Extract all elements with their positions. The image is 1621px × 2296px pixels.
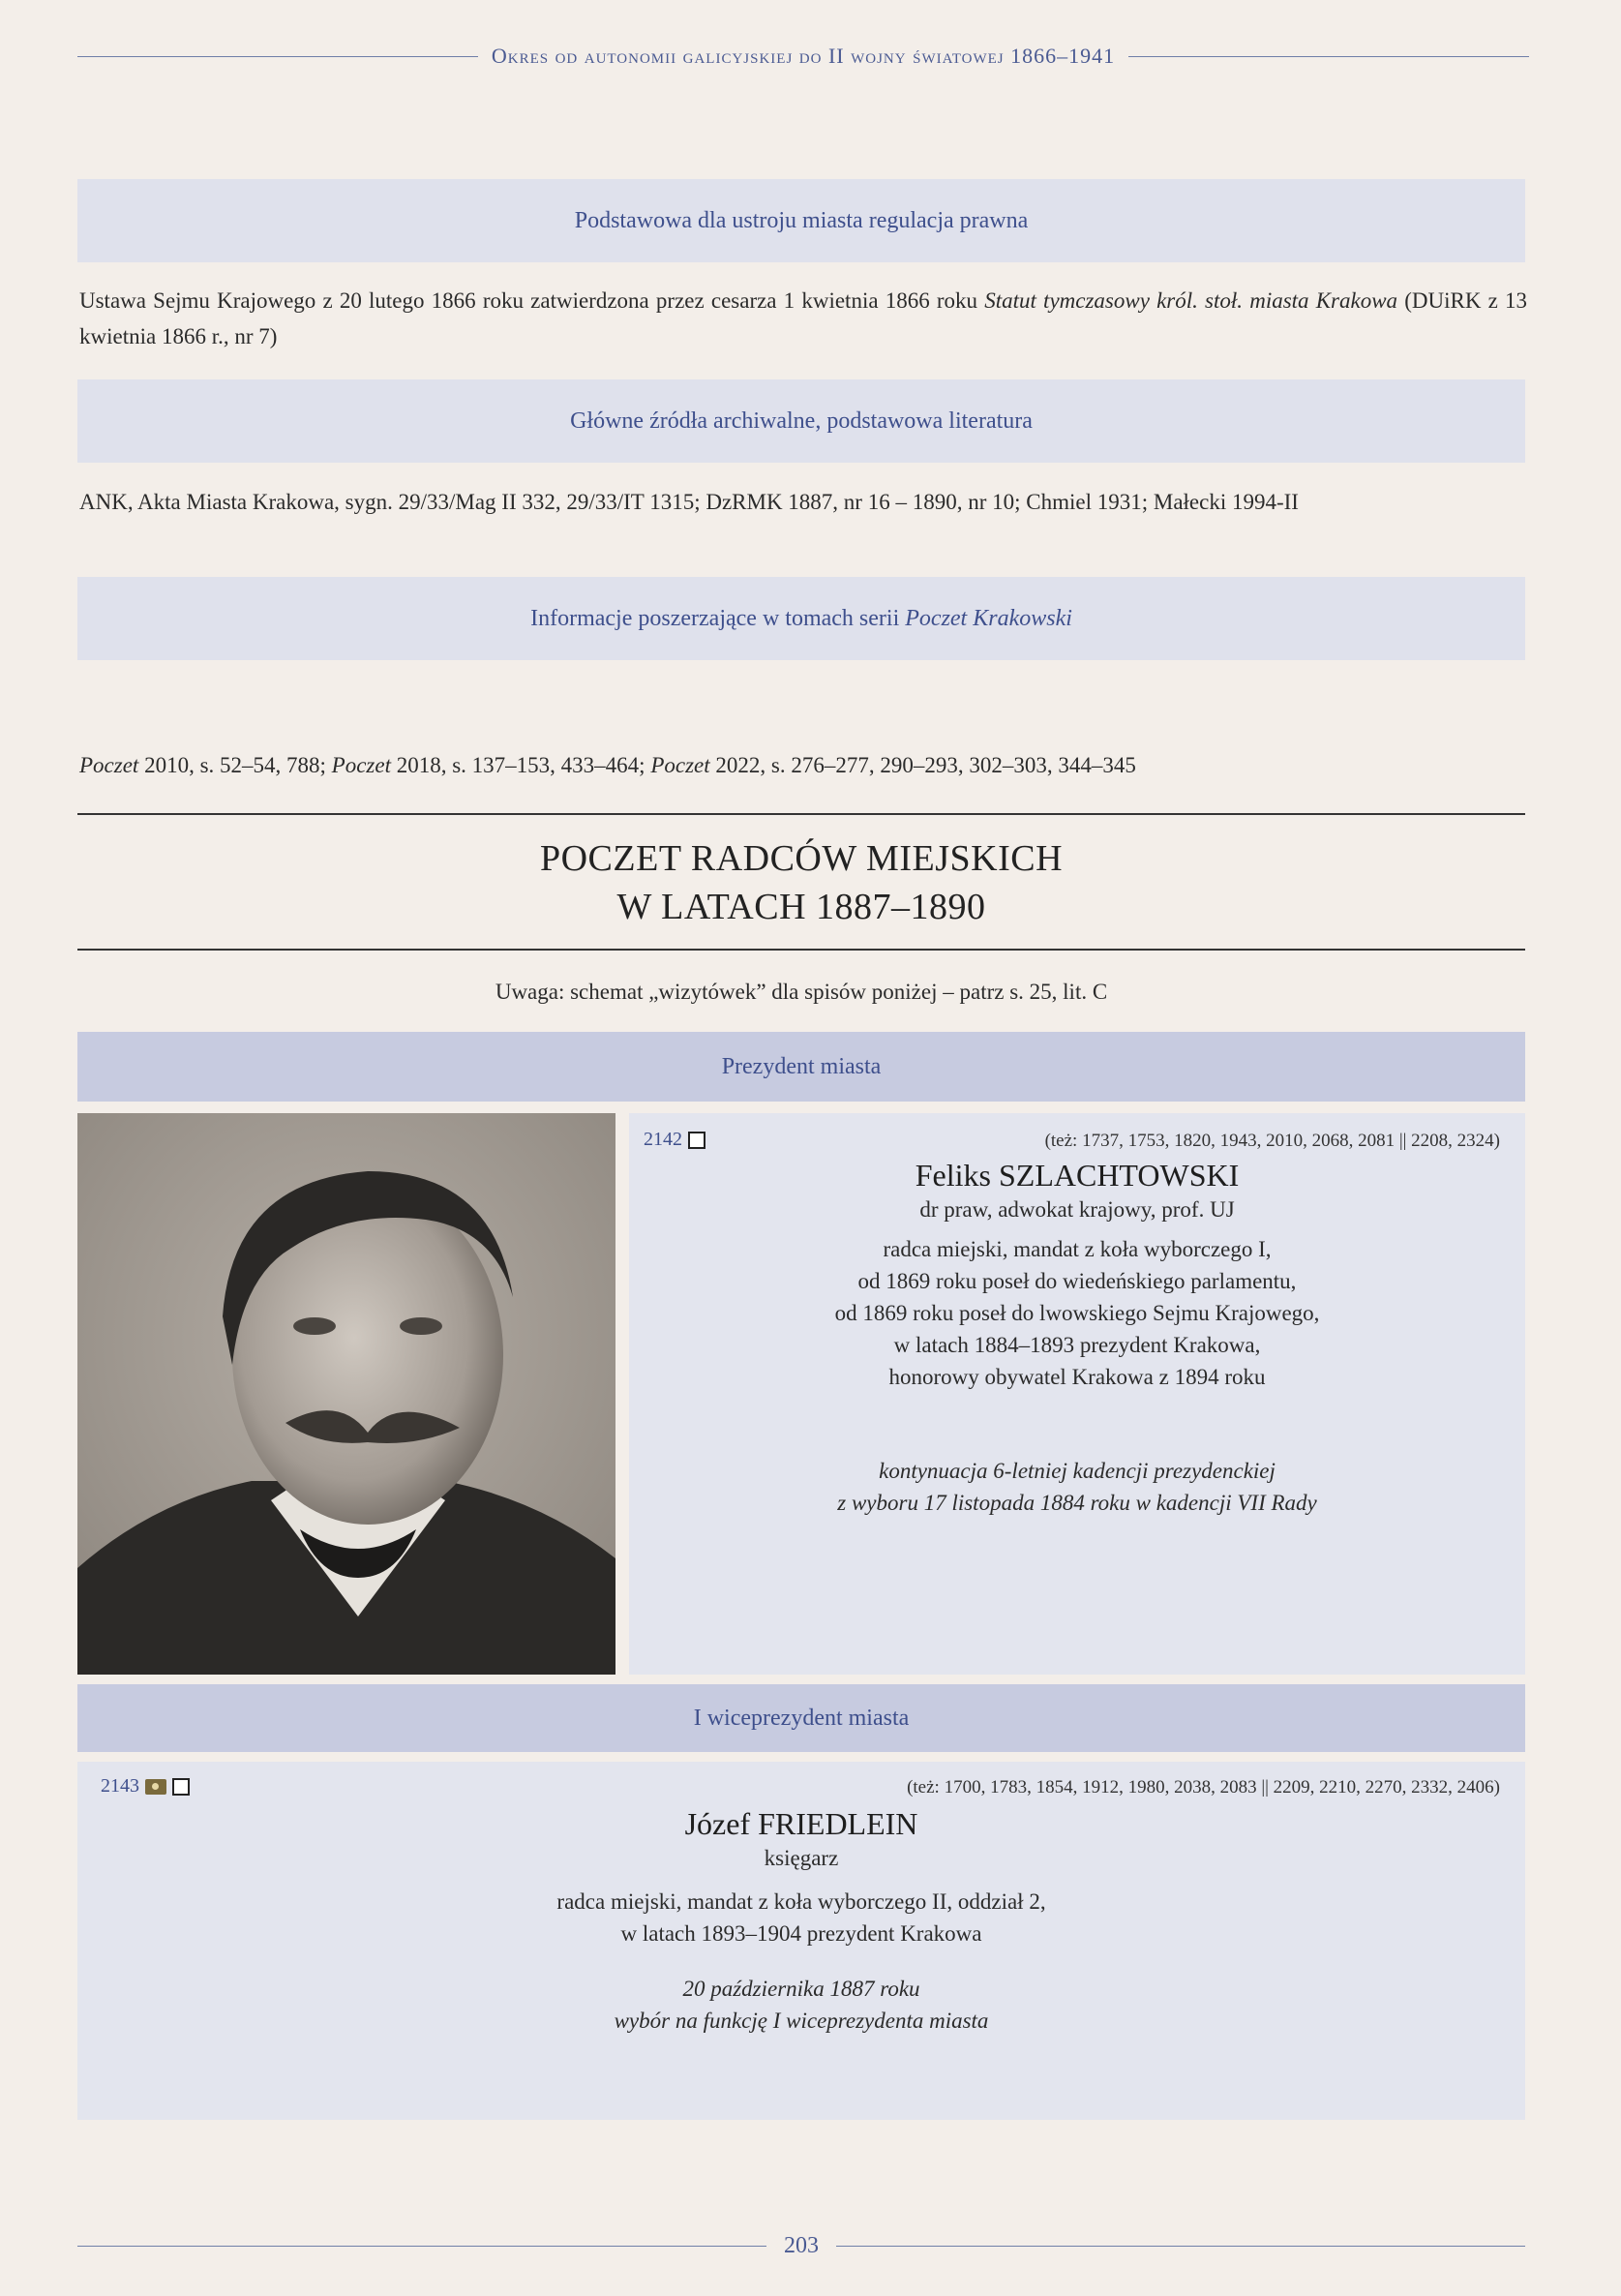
checkbox-square-icon: [688, 1132, 705, 1149]
statute-title: Statut tymczasowy król. stoł. miasta Krakowa: [984, 288, 1398, 313]
info-heading-band: [77, 577, 1525, 660]
running-header: [77, 39, 1529, 74]
vice-profession: księgarz: [764, 1846, 839, 1870]
president-detail: w latach 1884–1893 prezydent Krakowa,: [893, 1333, 1261, 1357]
president-last-name: SZLACHTOWSKI: [998, 1158, 1240, 1193]
section-title-line1: POCZET RADCÓW MIEJSKICH: [539, 838, 1064, 879]
president-note: z wyboru 17 listopada 1884 roku w kadencji VII Rady: [837, 1491, 1317, 1515]
legal-text-a: Ustawa Sejmu Krajowego z 20 lutego 1866 roku zatwierdzona przez cesarza 1 kwietnia 1866 roku: [79, 288, 985, 313]
portrait-photo: [77, 1113, 615, 1675]
president-first-name: Feliks: [915, 1158, 991, 1193]
schema-note: Uwaga: schemat „wizytówek” dla spisów poniżej – patrz s. 25, lit. C: [495, 980, 1108, 1004]
sources-heading: Główne źródła archiwalne, podstawowa literatura: [570, 408, 1033, 434]
ref-book: Poczet: [79, 753, 139, 777]
vice-see-also: (też: 1700, 1783, 1854, 1912, 1980, 2038, 2083 || 2209, 2210, 2270, 2332, 2406): [907, 1777, 1500, 1798]
president-profession: dr praw, adwokat krajowy, prof. UJ: [919, 1197, 1235, 1222]
page-number: 203: [784, 2232, 819, 2258]
legal-text: [79, 283, 1527, 354]
ref-text: 2022, s. 276–277, 290–293, 302–303, 344–345: [709, 753, 1136, 777]
legal-heading-band: [77, 179, 1525, 262]
footer-rule-left: [77, 2246, 766, 2247]
vice-name: [77, 1806, 1525, 1842]
president-band: [77, 1032, 1525, 1102]
president-number: 2142: [644, 1129, 682, 1150]
info-heading: [530, 606, 1072, 632]
president-see-also: (też: 1737, 1753, 1820, 1943, 2010, 2068, 2081 || 2208, 2324): [1044, 1131, 1500, 1151]
president-detail: honorowy obywatel Krakowa z 1894 roku: [888, 1365, 1266, 1389]
president-note: kontynuacja 6-letniej kadencji prezydenckiej: [879, 1459, 1276, 1483]
ref-book: Poczet: [331, 753, 391, 777]
legal-text-b: (DUiRK z 13 kwietnia 1866 r., nr 7): [79, 288, 1527, 348]
vice-first-name: Józef: [684, 1806, 751, 1841]
president-name: [629, 1158, 1525, 1193]
title-rule-bottom: [77, 949, 1525, 951]
info-heading-series: Poczet Krakowski: [905, 605, 1072, 631]
title-rule-top: [77, 813, 1525, 815]
ref-text: 2018, s. 137–153, 433–464;: [390, 753, 651, 777]
vice-band-label: I wiceprezydent miasta: [693, 1705, 910, 1731]
vice-detail: radca miejski, mandat z koła wyborczego II, oddział 2,: [556, 1889, 1046, 1914]
legal-heading: Podstawowa dla ustroju miasta regulacja prawna: [574, 207, 1029, 233]
header-rule-right: [1128, 56, 1529, 57]
president-band-label: Prezydent miasta: [721, 1053, 882, 1079]
vice-info: [77, 1806, 1525, 2037]
vice-band: [77, 1684, 1525, 1752]
info-heading-a: Informacje poszerzające w tomach serii: [530, 605, 906, 631]
running-header-text: Okres od autonomii galicyjskiej do II wojny światowej 1866–1941: [491, 44, 1116, 68]
vice-number: 2143: [101, 1775, 139, 1797]
ref-book: Poczet: [650, 753, 710, 777]
sources-text: ANK, Akta Miasta Krakowa, sygn. 29/33/Mag II 332, 29/33/IT 1315; DzRMK 1887, nr 16 – 1890, nr 10; Chmiel 1931; Małecki 1994-II: [79, 490, 1299, 514]
ref-text: 2010, s. 52–54, 788;: [138, 753, 332, 777]
section-title: [77, 834, 1525, 931]
section-title-line2: W LATACH 1887–1890: [616, 887, 986, 927]
footer-rule-right: [836, 2246, 1525, 2247]
president-detail: radca miejski, mandat z koła wyborczego I,: [883, 1237, 1272, 1261]
header-rule-left: [77, 56, 478, 57]
president-detail: od 1869 roku poseł do lwowskiego Sejmu Krajowego,: [834, 1301, 1320, 1325]
vice-note: wybór na funkcję I wiceprezydenta miasta: [614, 2009, 989, 2033]
vice-last-name: FRIEDLEIN: [758, 1806, 918, 1841]
president-detail: od 1869 roku poseł do wiedeńskiego parlamentu,: [857, 1269, 1297, 1293]
vice-entry-number: [101, 1775, 190, 1798]
vice-detail: w latach 1893–1904 prezydent Krakowa: [620, 1921, 982, 1946]
camera-icon: [145, 1779, 166, 1795]
vice-note: 20 października 1887 roku: [682, 1977, 920, 2001]
checkbox-square-icon: [172, 1778, 190, 1796]
portrait-illustration: [77, 1113, 615, 1675]
president-info: [629, 1158, 1525, 1519]
info-refs: [79, 747, 1527, 783]
sources-heading-band: [77, 379, 1525, 463]
president-entry-number: [644, 1129, 705, 1151]
footer: [77, 2226, 1525, 2265]
